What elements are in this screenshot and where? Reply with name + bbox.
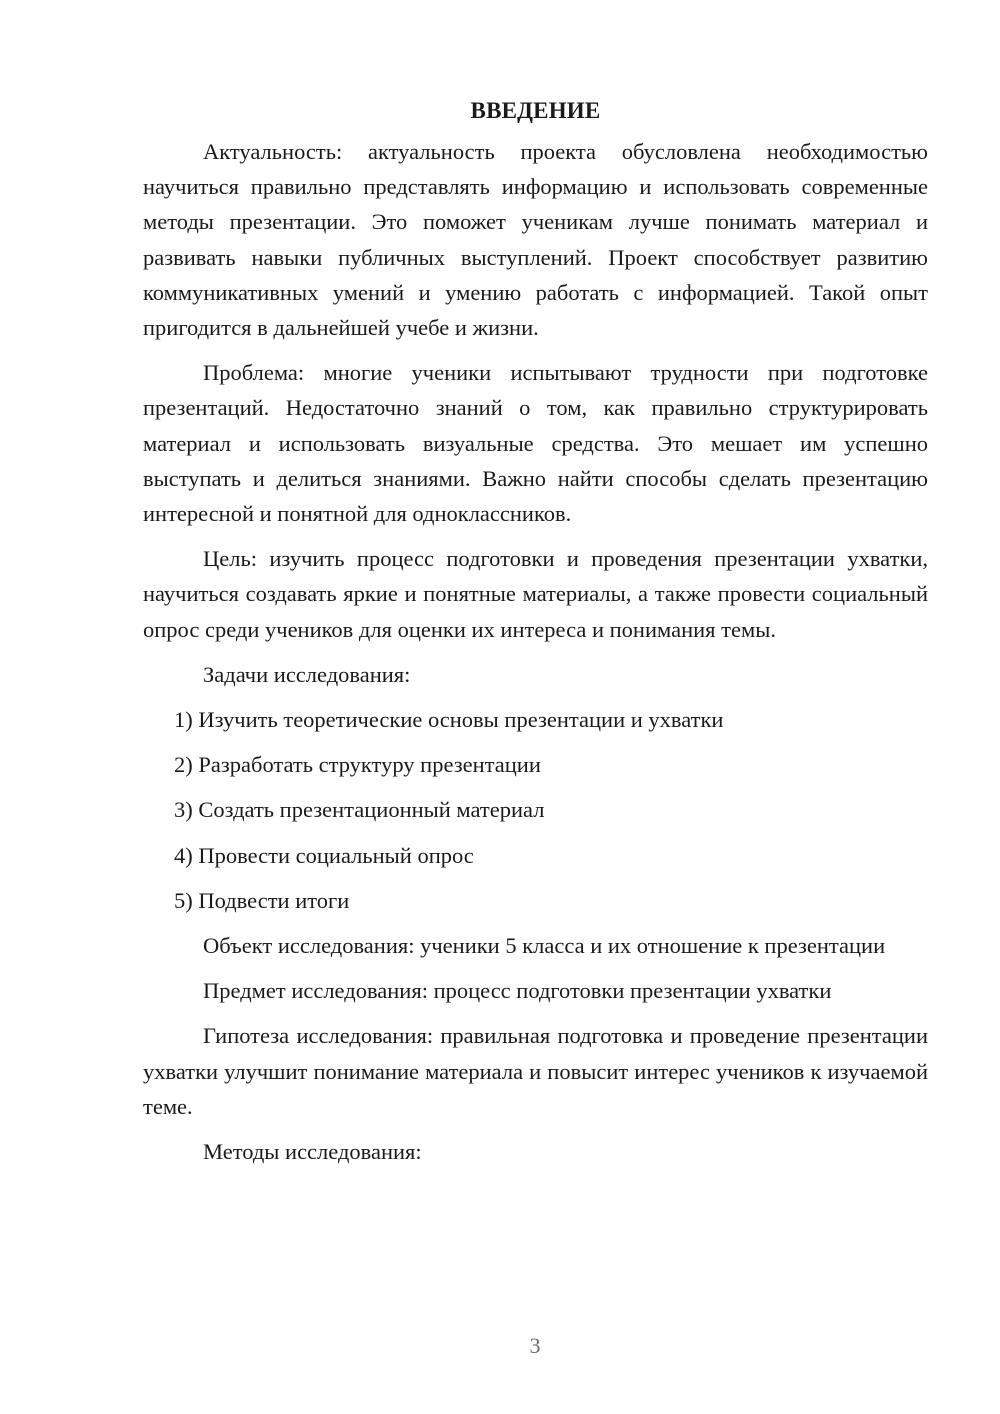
page-number: 3 xyxy=(529,1333,541,1358)
page-title: ВВЕДЕНИЕ xyxy=(470,98,601,123)
subject-paragraph: Предмет исследования: процесс подготовки презентации ухватки xyxy=(203,978,832,1004)
hypothesis-paragraph: Гипотеза исследования: правильная подготовка и проведение презентации ухватки улучшит понимание материала и повысит интерес учеников к изучаемой теме. xyxy=(143,1023,928,1119)
tasks-heading: Задачи исследования: xyxy=(203,661,411,687)
list-item: 2) Разработать структуру презентации xyxy=(174,752,541,778)
relevance-paragraph: Актуальность: актуальность проекта обусловлена необходимостью научиться правильно представлять информацию и использовать современные методы презентации. Это поможет ученикам лучше понимать материал и развивать навыки публичных выступлений. Проект способствует развитию коммуникативных умений и умению работать с информацией. Такой опыт пригодится в дальнейшей учебе и жизни. xyxy=(143,139,928,341)
methods-heading: Методы исследования: xyxy=(203,1139,422,1165)
problem-paragraph: Проблема: многие ученики испытывают трудности при подготовке презентаций. Недостаточно знаний о том, как правильно структурировать материал и использовать визуальные средства. Это мешает им успешно выступать и делиться знаниями. Важно найти способы сделать презентацию интересной и понятной для одноклассников. xyxy=(143,360,928,527)
goal-paragraph: Цель: изучить процесс подготовки и проведения презентации ухватки, научиться создавать яркие и понятные материалы, а также провести социальный опрос среди учеников для оценки их интереса и понимания темы. xyxy=(143,546,928,642)
object-paragraph: Объект исследования: ученики 5 класса и их отношение к презентации xyxy=(203,933,886,959)
list-item: 4) Провести социальный опрос xyxy=(174,842,474,868)
document-page xyxy=(143,96,928,1179)
list-item: 5) Подвести итоги xyxy=(174,887,350,913)
list-item: 1) Изучить теоретические основы презентации и ухватки xyxy=(174,707,724,733)
tasks-list xyxy=(143,702,928,918)
list-item: 3) Создать презентационный материал xyxy=(174,797,545,823)
